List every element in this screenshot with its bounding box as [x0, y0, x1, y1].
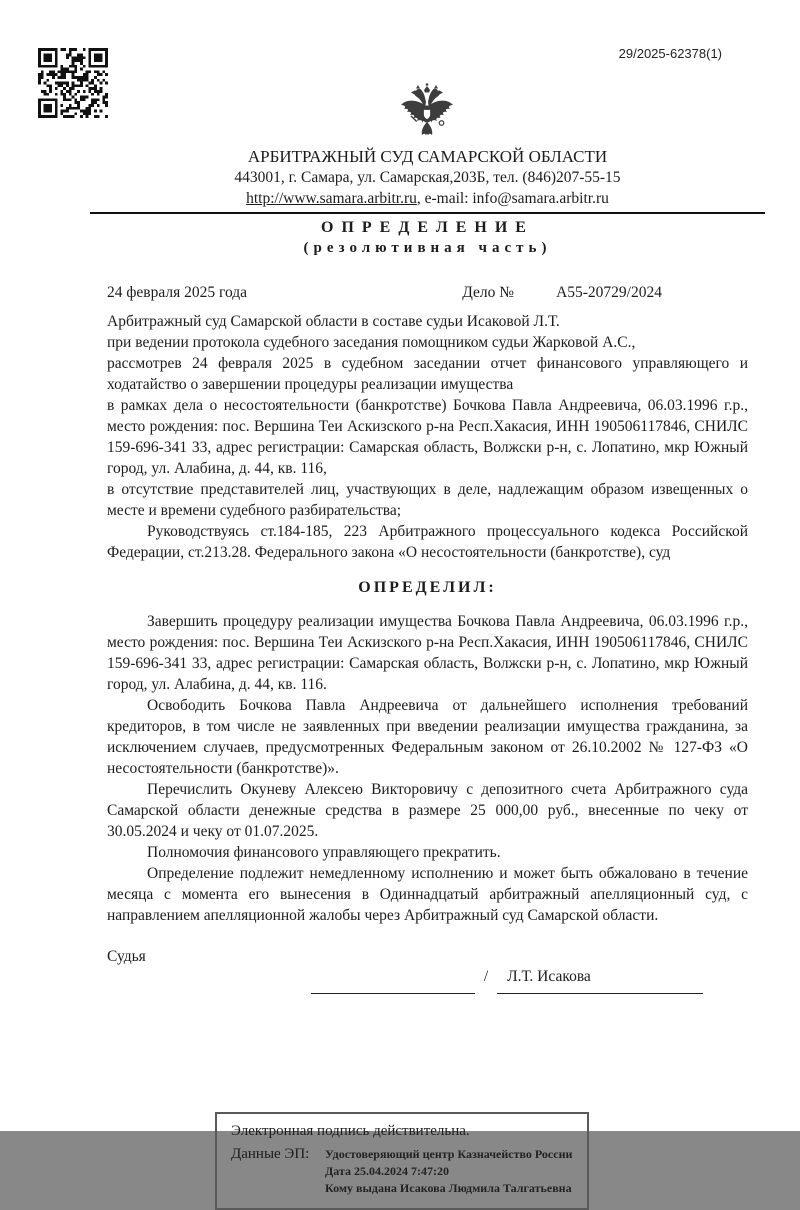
document-subtitle: (резолютивная часть) [303, 240, 552, 256]
court-address: 443001, г. Самара, ул. Самарская,203Б, тел. (846)207-55-15 [234, 169, 621, 186]
judge-label: Судья [107, 948, 146, 965]
esign-stamp [215, 1112, 589, 1210]
intro-paragraph: в отсутствие представителей лиц, участвующих в деле, надлежащим образом извещенных о месте и времени судебного разбирательства; [107, 481, 748, 519]
resolution-paragraph: Перечислить Окуневу Алексею Викторовичу с депозитного счета Арбитражного суда Самарской области денежные средства в размере 25 000,00 руб., внесенные по чеку от 30.05.2024 и чеку от 01.07.2025. [107, 781, 748, 840]
resolution-paragraph: Определение подлежит немедленному исполнению и может быть обжаловано в течение месяца с момента его вынесения в Одиннадцатый арбитражный апелляционный суд, с направлением апелляционной жалобы через Арбитражный суд Самарской области. [107, 865, 748, 924]
intro-paragraph: Арбитражный суд Самарской области в составе судьи Исаковой Л.Т. [107, 313, 560, 330]
resolution-paragraph: Освободить Бочкова Павла Андреевича от дальнейшего исполнения требований кредиторов, в том числе не заявленных при введении реализации имущества гражданина, за исключением случаев, предусмотренных Федеральным законом от 26.10.2002 № 127-ФЗ «О несостоятельности (банкротстве)». [107, 697, 748, 777]
resolution-section [107, 611, 748, 926]
esign-data-label: Данные ЭП: [231, 1146, 310, 1162]
resolution-paragraph: Полномочия финансового управляющего прекратить. [147, 844, 501, 861]
court-contacts [107, 188, 748, 209]
esign-ca-line: Удостоверяющий центр Казначейство России [325, 1147, 573, 1161]
header-divider [90, 212, 765, 214]
court-website-link[interactable]: http://www.samara.arbitr.ru [246, 190, 417, 207]
esign-data-row [231, 1146, 575, 1197]
document-content [107, 0, 748, 1210]
case-number-label: Дело № [462, 284, 515, 301]
esign-date-line: Дата 25.04.2024 7:47:20 [325, 1164, 449, 1178]
intro-paragraph: в рамках дела о несостоятельности (банкротстве) Бочкова Павла Андреевича, 06.03.1996 г.р., место рождения: пос. Вершина Теи Аскизского р-на Респ.Хакасия, ИНН 190506117846, СНИЛС 159-696-341 33, адрес регистрации: Самарская область, Волжски р-н, с. Лопатино, мкр Южный город, ул. Алабина, д. 44, кв. 116, [107, 397, 748, 477]
court-email-text: , e-mail: info@samara.arbitr.ru [416, 190, 609, 207]
esign-valid-text: Электронная подпись действительна. [231, 1123, 470, 1139]
document-date: 24 февраля 2025 года [107, 284, 248, 301]
court-name: АРБИТРАЖНЫЙ СУД САМАРСКОЙ ОБЛАСТИ [247, 147, 608, 166]
signature-separator: / [483, 968, 489, 985]
signature-row [107, 948, 748, 994]
esign-details [325, 1146, 572, 1197]
signature-line [311, 983, 475, 994]
document-number: 29/2025-62378(1) [618, 46, 722, 61]
resolution-heading: ОПРЕДЕЛИЛ: [358, 579, 497, 596]
intro-paragraph: рассмотрев 24 февраля 2025 в судебном заседании отчет финансового управляющего и ходатайство о завершении процедуры реализации имущества [107, 355, 748, 393]
qr-code-icon [38, 48, 108, 118]
intro-paragraph: при ведении протокола судебного заседания помощником судьи Жарковой А.С., [107, 334, 636, 351]
intro-section [107, 311, 748, 563]
document-title: ОПРЕДЕЛЕНИЕ [321, 219, 534, 236]
judge-name: Л.Т. Исакова [497, 968, 703, 994]
case-row [107, 284, 748, 302]
esign-issued-line: Кому выдана Исакова Людмила Талгатьевна [325, 1181, 572, 1195]
court-header [107, 146, 748, 209]
case-number: А55-20729/2024 [556, 284, 662, 301]
resolution-paragraph: Завершить процедуру реализации имущества Бочкова Павла Андреевича, 06.03.1996 г.р., место рождения: пос. Вершина Теи Аскизского р-на Респ.Хакасия, ИНН 190506117846, СНИЛС 159-696-341 33, адрес регистрации: Самарская область, Волжски р-н, с. Лопатино, мкр Южный город, ул. Алабина, д. 44, кв. 116. [107, 613, 748, 693]
intro-paragraph: Руководствуясь ст.184-185, 223 Арбитражного процессуального кодекса Российской Федерации, ст.213.28. Федерального закона «О несостоятельности (банкротстве), суд [107, 523, 748, 561]
